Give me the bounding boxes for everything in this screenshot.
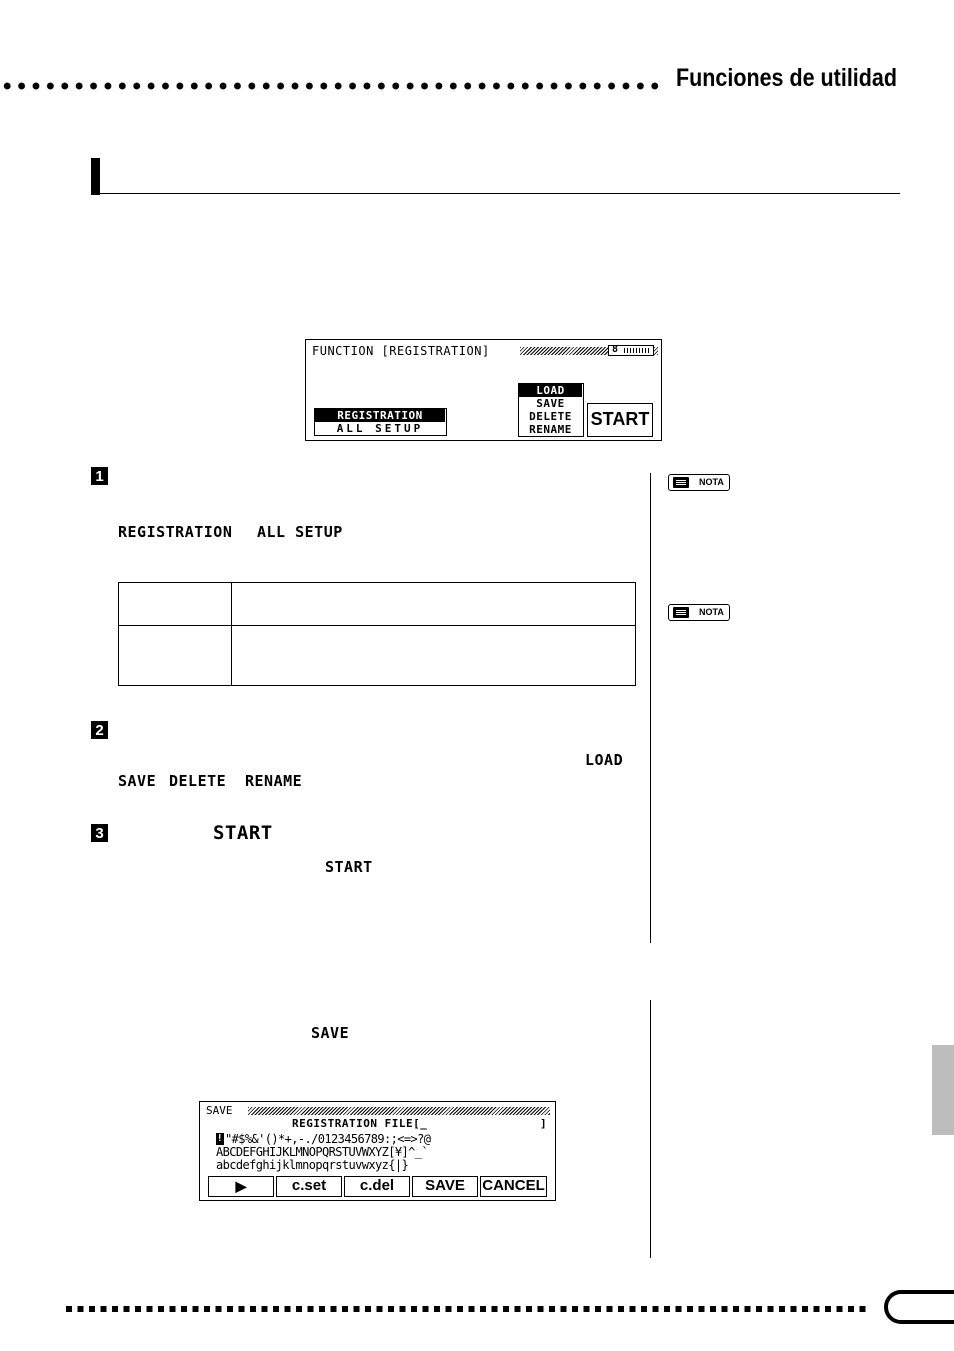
- page-indicator: [608, 345, 654, 356]
- page-indicator-number: 8: [612, 344, 619, 355]
- char-row-lowercase[interactable]: abcdefghijklmnopqrstuvwxyz{|}: [216, 1158, 409, 1172]
- lcd-save-screen: [199, 1101, 556, 1201]
- table-cell: [119, 583, 232, 626]
- table-cell: [119, 626, 232, 686]
- step-2-number: 2: [91, 721, 108, 739]
- char-row-symbols[interactable]: "#$%&'()*+,-./0123456789:;<=>?@: [225, 1132, 431, 1146]
- option-all-setup[interactable]: ALL SETUP: [336, 422, 424, 435]
- table-cell: [232, 626, 636, 686]
- file-name-close-bracket: ]: [540, 1117, 548, 1130]
- table-cell: [232, 583, 636, 626]
- char-cursor[interactable]: !: [216, 1133, 224, 1144]
- step-1-word-all-setup: ALL SETUP: [257, 523, 343, 541]
- step-1-number: 1: [91, 467, 108, 485]
- step-2-word-rename: RENAME: [245, 772, 303, 790]
- nota-label: NOTA: [699, 477, 724, 487]
- step-2-word-load: LOAD: [585, 751, 624, 769]
- menu-item-rename[interactable]: RENAME: [529, 423, 572, 436]
- footer-dashed-leader: [66, 1305, 870, 1313]
- nota-label: NOTA: [699, 607, 724, 617]
- lcd2-title-hatch: [248, 1107, 550, 1115]
- menu-item-save[interactable]: SAVE: [536, 397, 565, 410]
- header-dotted-leader: [0, 80, 660, 92]
- step-2-word-save: SAVE: [118, 772, 157, 790]
- selector-registration-allsetup[interactable]: [314, 408, 447, 436]
- option-registration[interactable]: REGISTRATION: [315, 409, 445, 422]
- keyboard-icon: [673, 477, 689, 488]
- step-2-word-delete: DELETE: [169, 772, 227, 790]
- section-heading-rule: [91, 193, 900, 194]
- step-1-word-registration: REGISTRATION: [118, 523, 233, 541]
- lower-word-save: SAVE: [311, 1024, 350, 1042]
- play-button[interactable]: ▶: [208, 1176, 274, 1197]
- side-column-rule: [650, 1000, 651, 1258]
- keyboard-icon: [673, 607, 689, 618]
- chapter-side-tab: [932, 1045, 954, 1135]
- start-button[interactable]: START: [587, 403, 653, 437]
- nota-badge: [668, 604, 730, 621]
- page-indicator-bars: [624, 348, 650, 353]
- step-3-number: 3: [91, 824, 108, 842]
- step-3-heading-start: START: [213, 822, 273, 844]
- save-button[interactable]: SAVE: [412, 1176, 478, 1197]
- menu-item-load[interactable]: LOAD: [519, 384, 582, 397]
- side-column-rule: [650, 473, 651, 943]
- cancel-button[interactable]: CANCEL: [480, 1176, 547, 1197]
- file-name-field[interactable]: REGISTRATION FILE[_: [292, 1117, 428, 1130]
- nota-badge: [668, 474, 730, 491]
- section-heading-bar: [91, 158, 100, 195]
- lcd2-title: SAVE: [206, 1104, 233, 1117]
- menu-item-delete[interactable]: DELETE: [529, 410, 572, 423]
- step-1-table: [118, 582, 636, 686]
- lcd-title-hatch-end: [654, 347, 658, 355]
- char-row-uppercase[interactable]: ABCDEFGHIJKLMNOPQRSTUVWXYZ[¥]^_`: [216, 1145, 428, 1159]
- step-3-word-start: START: [325, 858, 373, 876]
- operation-menu[interactable]: [518, 383, 584, 437]
- cset-button[interactable]: c.set: [276, 1176, 342, 1197]
- page-number-tab: [884, 1290, 954, 1324]
- cdel-button[interactable]: c.del: [344, 1176, 410, 1197]
- page-header-title: Funciones de utilidad: [676, 64, 897, 92]
- lcd-title-hatch: [520, 347, 608, 355]
- lcd-function-registration: [305, 339, 662, 441]
- lcd-title: FUNCTION [REGISTRATION]: [312, 344, 490, 358]
